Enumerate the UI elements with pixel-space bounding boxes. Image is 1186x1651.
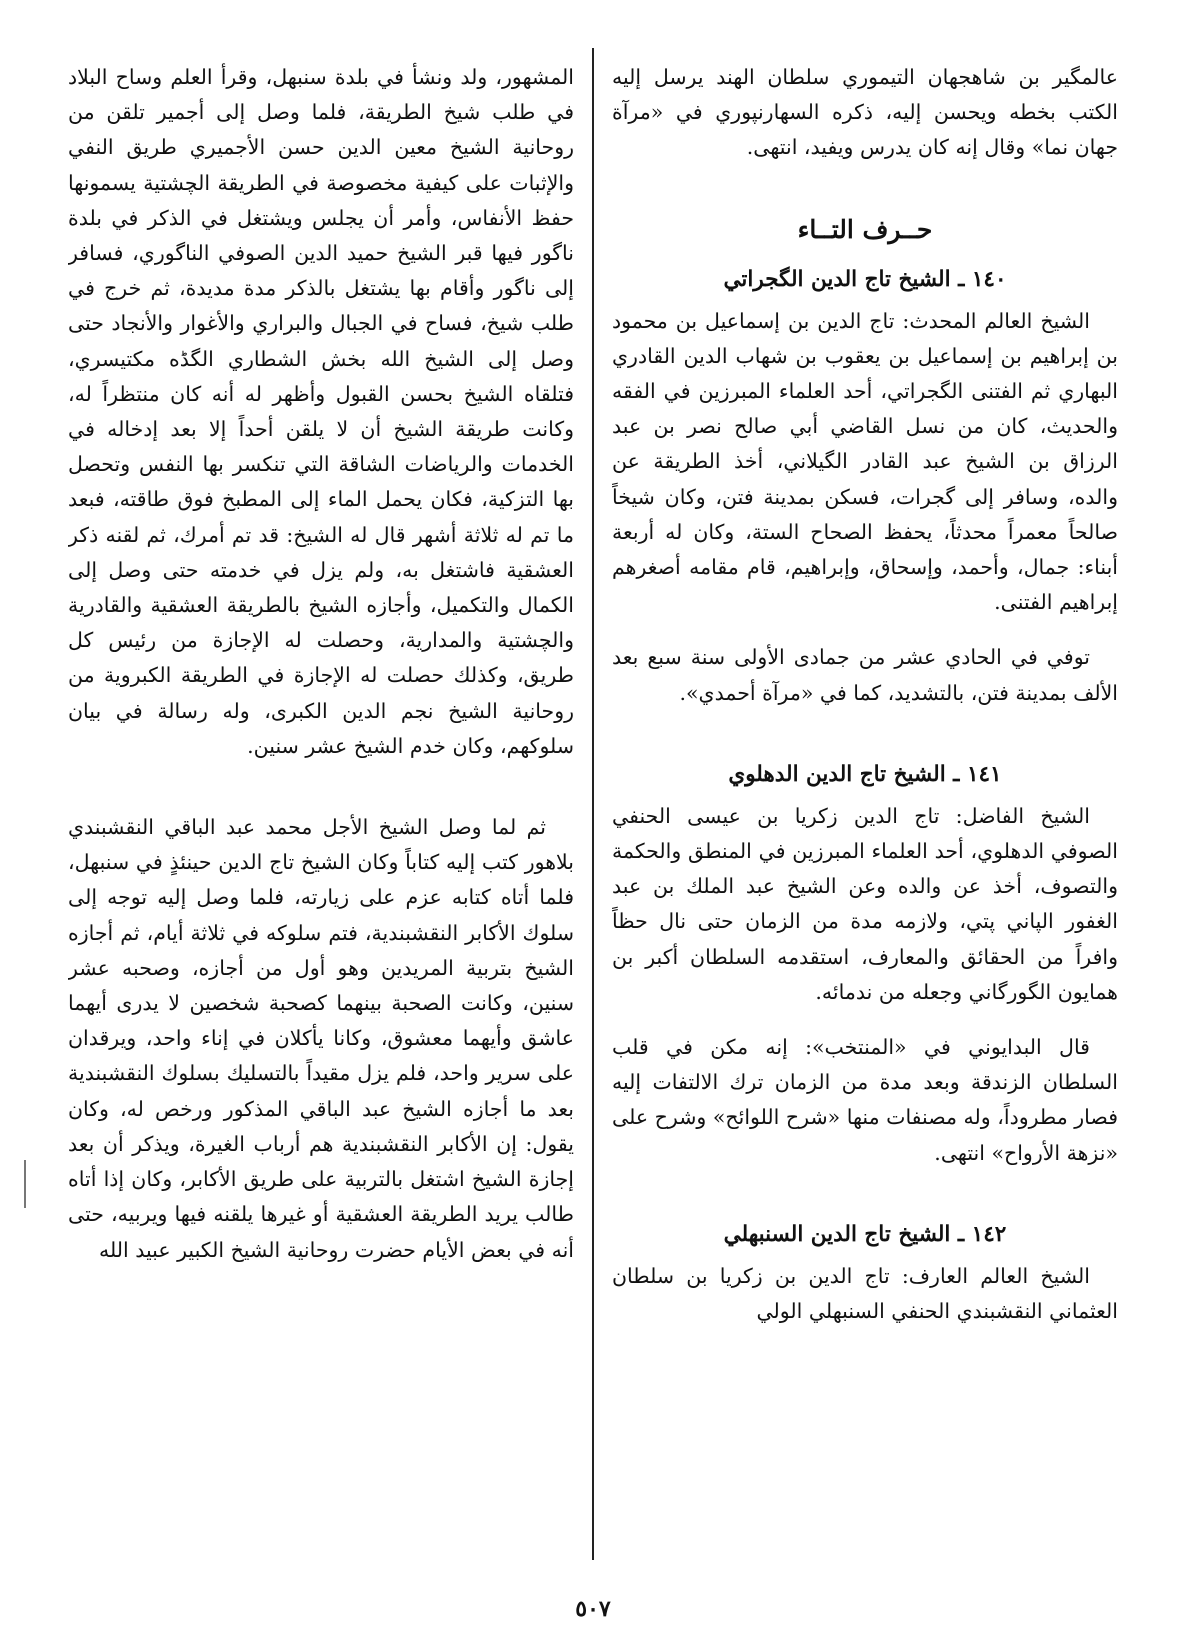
entry-141-paragraph-2: قال البدايوني في «المنتخب»: إنه مكن في قلب السلطان الزندقة وبعد مدة من الزمان ترك الالتفات إليه فصار مطروداً، وله مصنفات منها «شرح اللوائح» وشرح على «نزهة الأرواح» انتهى. (612, 1035, 1118, 1165)
entry-141-paragraph-1: الشيخ الفاضل: تاج الدين زكريا بن عيسى الحنفي الصوفي الدهلوي، أحد العلماء المبرزين في المنطق والحكمة والتصوف، أخذ عن والده وعن الشيخ عبد الملك بن عبد الغفور الپاني پتي، ولازمه مدة من الزمان حتى نال حظاً وافراً من الحقائق والمعارف، استقدمه السلطان أكبر بن همايون الگورگاني وجعله من ندمائه. (612, 803, 1118, 1004)
entry-heading-141: ١٤١ ـ الشيخ تاج الدين الدهلوي (728, 761, 1002, 787)
intro-paragraph: عالمگير بن شاهجهان التيموري سلطان الهند يرسل إليه الكتب بخطه ويحسن إليه، ذكره السهارنپوري في «مرآة جهان نما» وقال إنه كان يدرس ويفيد، انتهى. (612, 65, 1118, 160)
spacer (612, 1171, 1118, 1217)
entry-142-paragraph-1: الشيخ العالم العارف: تاج الدين بن زكريا بن سلطان العثماني النقشبندي الحنفي السنبهلي الولي (612, 1263, 1118, 1324)
spacer (612, 166, 1118, 196)
spacer (612, 711, 1118, 757)
left-paragraph-1: المشهور، ولد ونشأ في بلدة سنبهل، وقرأ العلم وساح البلاد في طلب شيخ الطريقة، فلما وصل إلى أجمير تلقن من روحانية الشيخ معين الدين حسن الأجميري طريق النفي والإثبات على كيفية مخصوصة في الطريقة الچشتية يسمونها حفظ الأنفاس، وأمر أن يجلس ويشتغل في الذكر في بلدة ناگور فيها قبر الشيخ حميد الدين الصوفي الناگوري، فسافر إلى ناگور وأقام بها يشتغل بالذكر مدة مديدة، ثم خرج في طلب شيخ، فساح في الجبال والبراري والأغوار والأنجاد حتى وصل إلى الشيخ الله بخش الشطاري الگڈه مكتيسري، فتلقاه الشيخ بحسن القبول وأظهر له أنه كان منتظراً له، وكانت طريقة الشيخ أن لا يلقن أحداً إلا بعد إدخاله في الخدمات والرياضات الشاقة التي تنكسر بها النفس وتحصل بها التزكية، فكان يحمل الماء إلى المطبخ فوق طاقته، فبعد ما تم له ثلاثة أشهر قال له الشيخ: قد تم أمرك، ثم لقنه ذكر العشقية فاشتغل به، ولم يزل في خدمته حتى وصل إلى الكمال والتكميل، وأجازه الشيخ بالطريقة العشقية والقادرية والچشتية والمدارية، وحصلت له الإجازة من رئيس كل طريق، وكذلك حصلت له الإجازة في الطريقة الكبروية من روحانية الشيخ نجم الدين الكبرى، وله رسالة في بيان سلوكهم، وكان خدم الشيخ عشر سنين. (68, 65, 574, 758)
spacer (68, 764, 574, 810)
entry-140-paragraph-2: توفي في الحادي عشر من جمادى الأولى سنة سبع بعد الألف بمدينة فتن، بالتشديد، كما في «مرآة أحمدي». (612, 645, 1118, 705)
left-column (68, 60, 574, 1560)
scan-mark (24, 1160, 26, 1208)
column-divider (592, 48, 594, 1560)
right-column (612, 60, 1118, 1560)
spacer (612, 620, 1118, 640)
section-heading: حــرف التــاء (797, 214, 933, 244)
page-number: ٥٠٧ (575, 1596, 611, 1622)
entry-heading-140: ١٤٠ ـ الشيخ تاج الدين الگجراتي (723, 266, 1007, 292)
entry-heading-142: ١٤٢ ـ الشيخ تاج الدين السنبهلي (723, 1221, 1007, 1247)
spacer (612, 1010, 1118, 1030)
left-paragraph-2: ثم لما وصل الشيخ الأجل محمد عبد الباقي النقشبندي بلاهور كتب إليه كتاباً وكان الشيخ تاج الدين حينئذٍ في سنبهل، فلما أتاه كتابه عزم على زيارته، فلما وصل إليه توجه إلى سلوك الأكابر النقشبندية، فتم سلوكه في ثلاثة أيام، ثم أجازه الشيخ بتربية المريدين وهو أول من أجازه، وصحبه عشر سنين، وكانت الصحبة بينهما كصحبة شخصين لا يدرى أيهما عاشق وأيهما معشوق، وكانا يأكلان في إناء واحد، ويرقدان على سرير واحد، فلم يزل مقيداً بالتسليك بسلوك النقشبندية بعد ما أجازه الشيخ عبد الباقي المذكور ورخص له، وكان يقول: إن الأكابر النقشبندية هم أرباب الغيرة، ويذكر أن بعد إجازة الشيخ اشتغل بالتربية على طريق الأكابر، وكان إذا أتاه طالب يريد الطريقة العشقية أو غيرها يلقنه فيها ويربيه، حتى أنه في بعض الأيام حضرت روحانية الشيخ الكبير عبيد الله (68, 815, 574, 1262)
entry-140-paragraph-1: الشيخ العالم المحدث: تاج الدين بن إسماعيل بن محمود بن إبراهيم بن إسماعيل بن يعقوب بن شهاب الدين القادري البهاري ثم الفتنى الگجراتي، أحد العلماء المبرزين في الفقه والحديث، كان من نسل القاضي أبي صالح نصر بن عبد الرزاق بن الشيخ عبد القادر الگيلاني، أخذ الطريقة عن والده، وسافر إلى گجرات، فسكن بمدينة فتن، وكان شيخاً صالحاً معمراً محدثاً، يحفظ الصحاح الستة، وكان له أربعة أبناء: جمال، وأحمد، وإسحاق، وإبراهيم، قام مقامه أصغرهم إبراهيم الفتنى. (612, 308, 1118, 615)
